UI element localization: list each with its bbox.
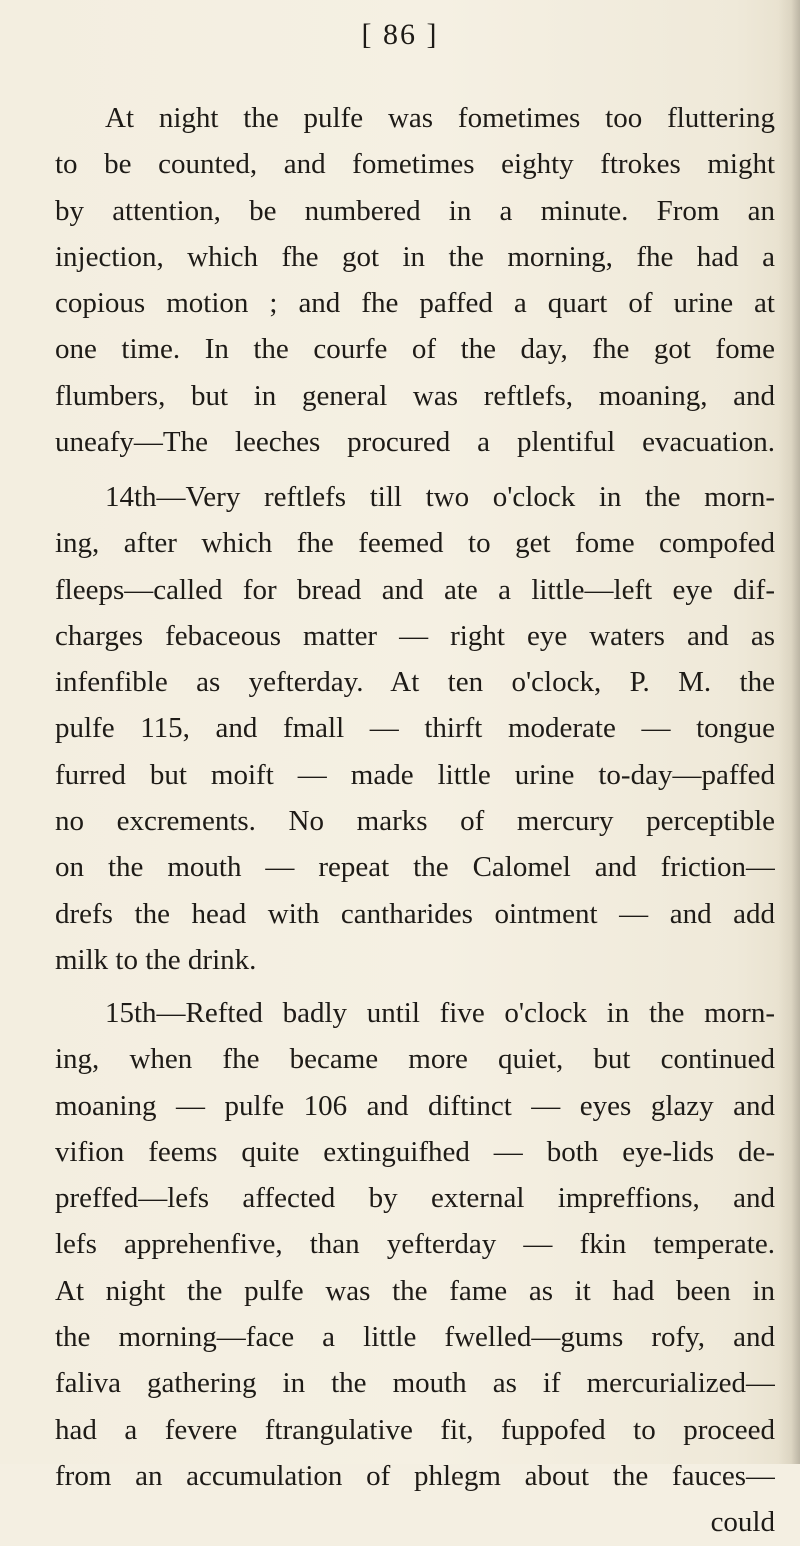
text-line: copious motion ; and fhe paffed a quart of urine at (55, 287, 775, 320)
text-line: 15th—Refted badly until five o'clock in the morn- (105, 997, 775, 1029)
text-line: At night the pulfe was the fame as it had been in (55, 1274, 775, 1307)
text-line: milk to the drink. (55, 943, 257, 976)
text-line: one time. In the courfe of the day, fhe got fome (55, 333, 775, 366)
text-line: to be counted, and fometimes eighty ftrokes might (55, 148, 775, 181)
text-line: faliva gathering in the mouth as if mercurialized— (55, 1367, 775, 1400)
text-line: injection, which fhe got in the morning, fhe had a (55, 240, 775, 273)
page-number: [ 86 ] (361, 18, 439, 51)
text-line: charges febaceous matter — right eye waters and as (55, 619, 775, 652)
text-line: lefs apprehenfive, than yefterday — fkin temperate. (55, 1228, 775, 1261)
text-line: moaning — pulfe 106 and diftinct — eyes glazy and (55, 1089, 775, 1122)
text-line: infenfible as yefterday. At ten o'clock, P. M. the (55, 666, 775, 699)
text-line: fleeps—called for bread and ate a little—left eye dif- (55, 573, 775, 606)
catchword: could (710, 1506, 775, 1539)
text-line: uneafy—The leeches procured a plentiful evacuation. (55, 426, 775, 459)
text-line: had a fevere ftrangulative fit, fuppofed to proceed (55, 1413, 775, 1446)
text-line: preffed—lefs affected by external impreffions, and (55, 1182, 775, 1215)
text-line: drefs the head with cantharides ointment — and add (55, 897, 775, 930)
text-line: At night the pulfe was fometimes too fluttering (105, 102, 775, 134)
page-edge-shadow (778, 0, 800, 1464)
text-line: ing, after which fhe feemed to get fome compofed (55, 527, 775, 560)
text-line: furred but moift — made little urine to-day—paffed (55, 758, 775, 791)
text-line: flumbers, but in general was reftlefs, moaning, and (55, 379, 775, 412)
text-line: the morning—face a little fwelled—gums rofy, and (55, 1321, 775, 1354)
text-line: pulfe 115, and fmall — thirft moderate — tongue (55, 712, 775, 745)
text-line: ing, when fhe became more quiet, but continued (55, 1043, 775, 1076)
text-line: no excrements. No marks of mercury perceptible (55, 805, 775, 838)
text-line: from an accumulation of phlegm about the fauces— (55, 1459, 775, 1492)
text-line: on the mouth — repeat the Calomel and friction— (55, 851, 775, 884)
text-line: by attention, be numbered in a minute. From an (55, 194, 775, 227)
paragraph-15th-entry (55, 990, 775, 1546)
text-line: 14th—Very reftlefs till two o'clock in the morn- (105, 481, 775, 513)
text-line: vifion feems quite extinguifhed — both eye-lids de- (55, 1135, 775, 1168)
paragraph-night-entry (55, 95, 775, 465)
paragraph-14th-entry (55, 474, 775, 983)
